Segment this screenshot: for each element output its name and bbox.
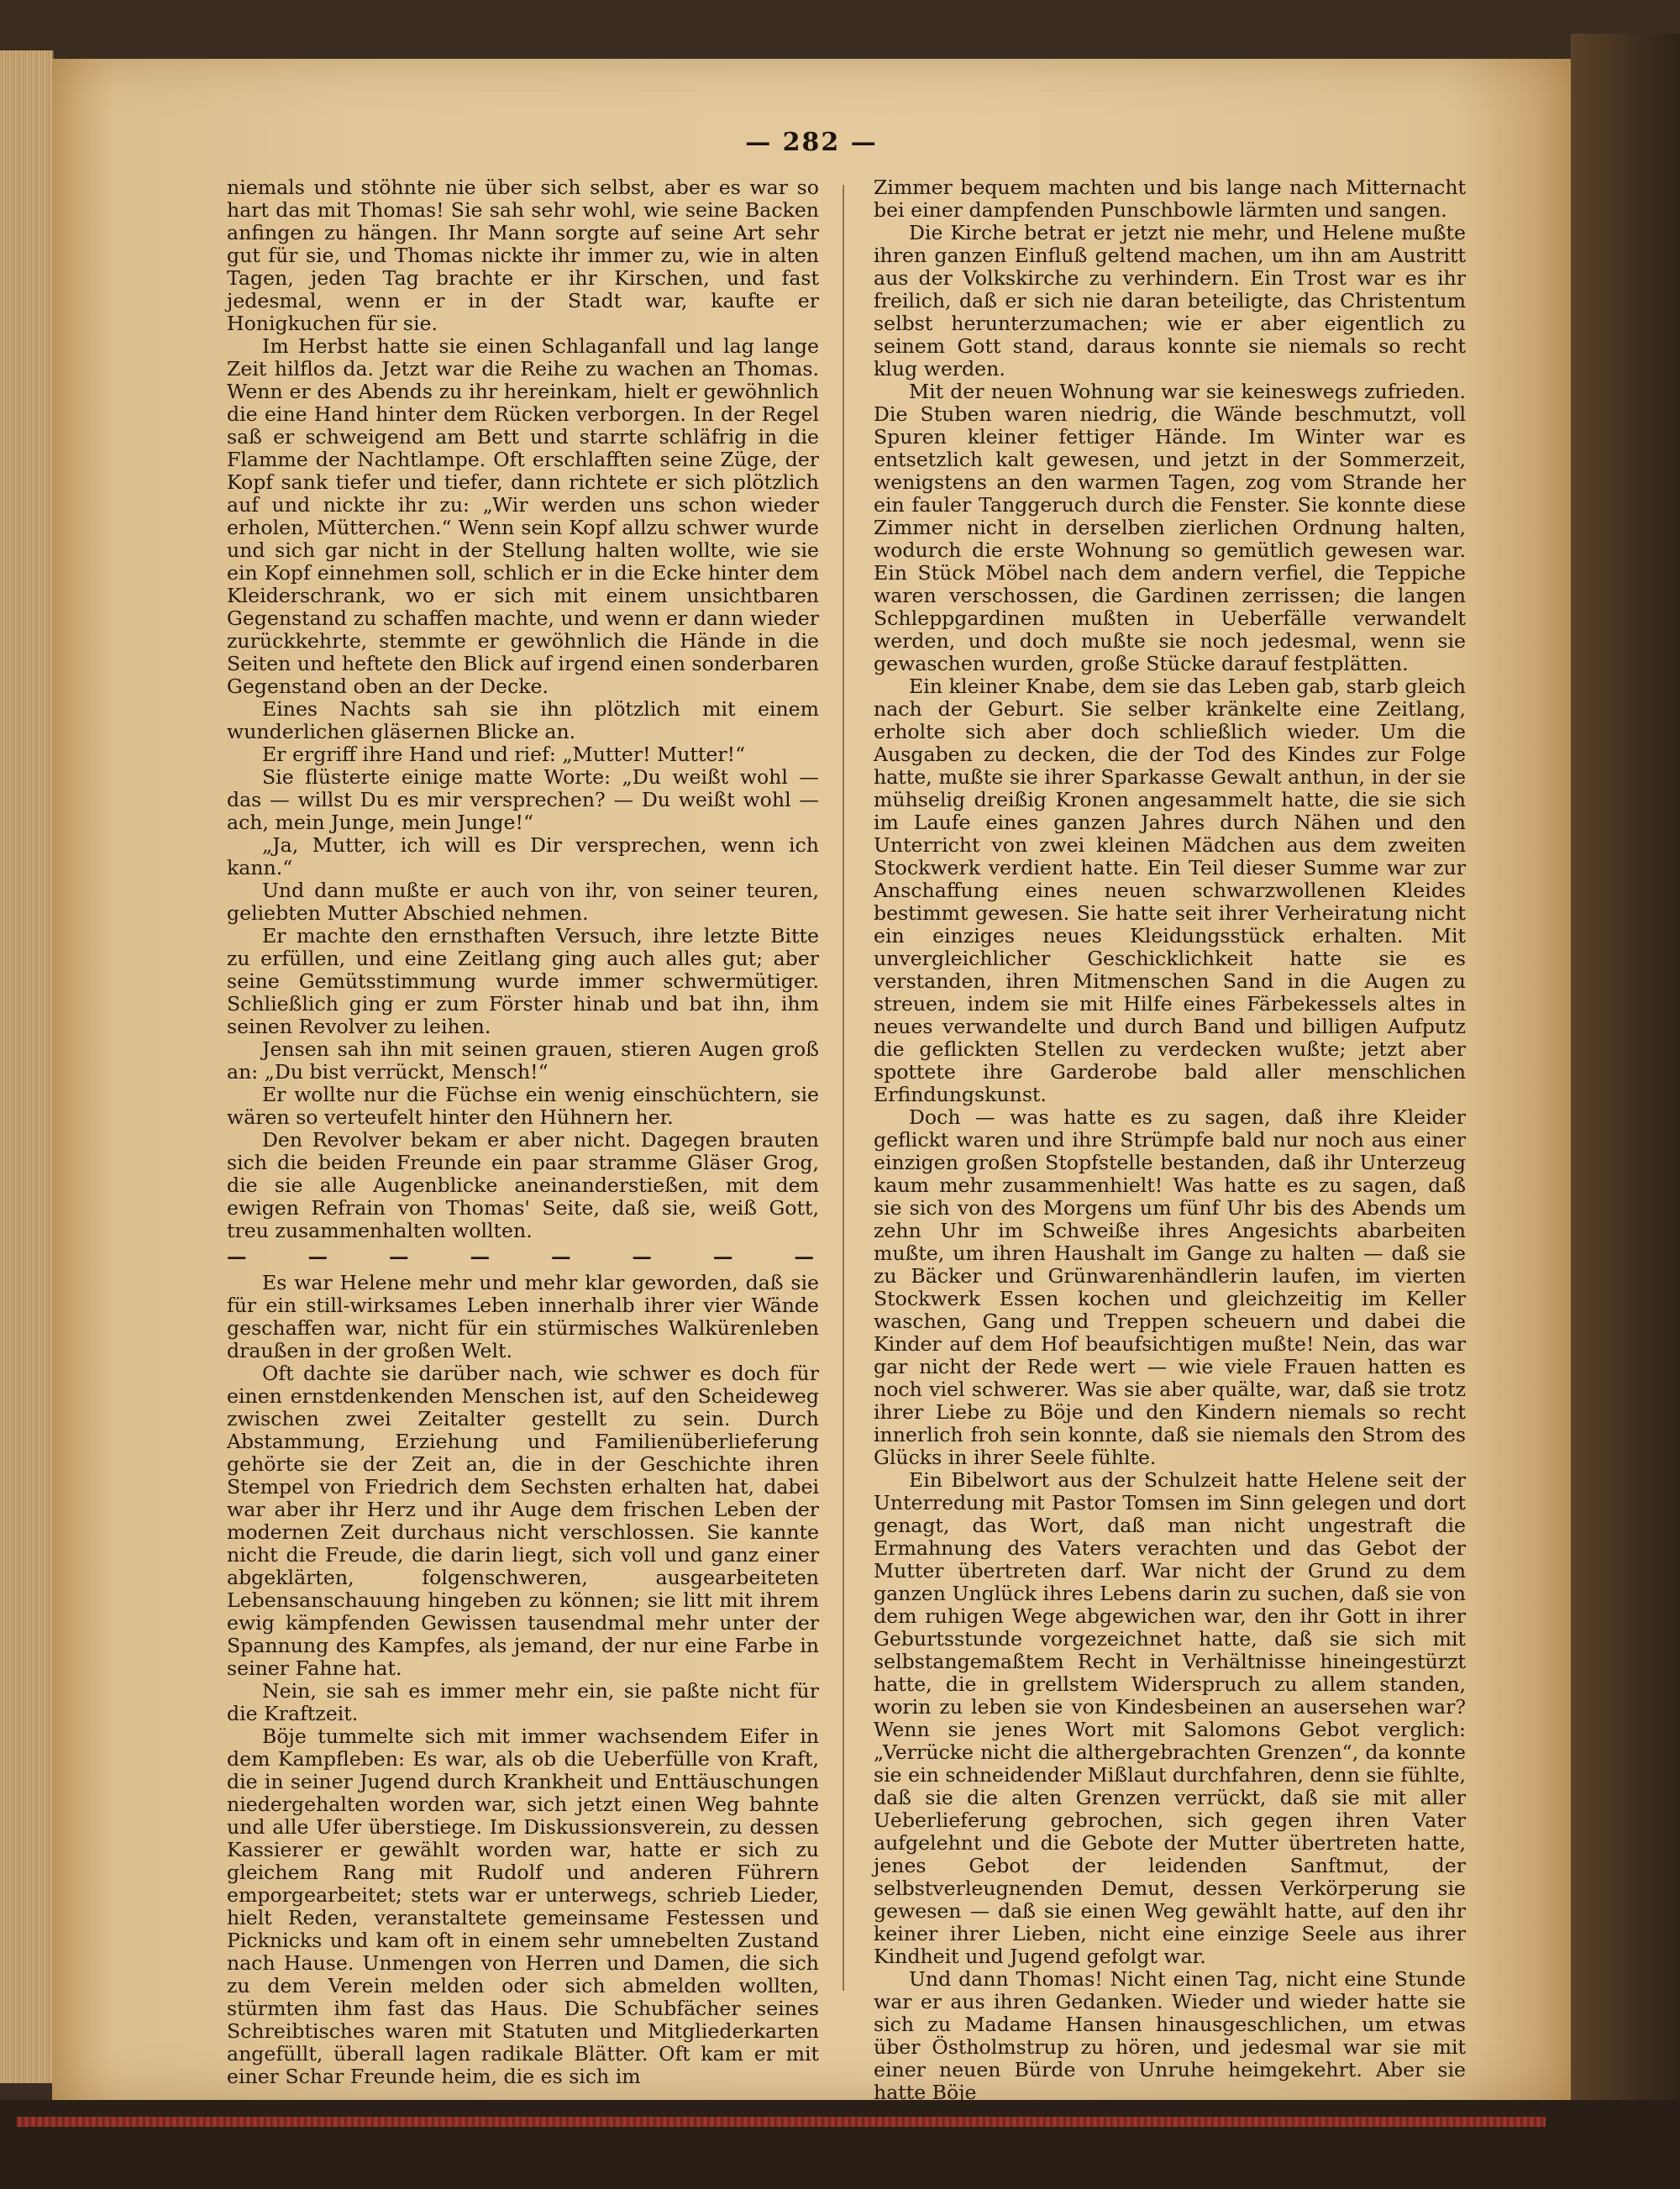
bottom-margin: [0, 2100, 1680, 2189]
separator-dash: —: [632, 1245, 653, 1268]
section-separator: [227, 1242, 819, 1272]
paragraph: Er wollte nur die Füchse ein wenig einschüchtern, sie wären so verteufelt hinter den Hühnern her.: [227, 1083, 819, 1129]
paragraph: Oft dachte sie darüber nach, wie schwer es doch für einen ernstdenkenden Menschen ist, auf den Scheideweg zwischen zwei Zeitalter gestellt zu sein. Durch Abstammung, Erziehung und Familienüberlieferung gehörte sie der Zeit an, die in der Geschichte ihren Stempel von Friedrich dem Sechsten erhalten hat, dabei war aber ihr Herz und ihr Auge dem frischen Leben der modernen Zeit durchaus nicht verschlossen. Sie kannte nicht die Freude, die darin liegt, sich voll und ganz einer abgeklärten, folgenschweren, ausgearbeiteten Lebensanschauung hingeben zu können; sie litt mit ihrem ewig kämpfenden Gewissen tausendmal mehr unter der Spannung des Kampfes, als jemand, der nur eine Farbe in seiner Fahne hat.: [227, 1362, 819, 1680]
paragraph: Sie flüsterte einige matte Worte: „Du weißt wohl — das — willst Du es mir versprechen? — Du weißt wohl — ach, mein Junge, mein Junge!“: [227, 765, 819, 834]
book-edge-strip: [17, 2117, 1546, 2127]
paragraph: „Ja, Mutter, ich will es Dir versprechen, wenn ich kann.“: [227, 833, 819, 879]
paragraph: Doch — was hatte es zu sagen, daß ihre Kleider geflickt waren und ihre Strümpfe bald nur noch aus einer einzigen großen Stopfstelle bestanden, daß ihr Unterzeug kaum mehr zusammenhielt! Was hatte es zu sagen, daß sie sich von des Morgens um fünf Uhr bis des Abends um zehn Uhr im Schweiße ihres Angesichts abarbeiten mußte, um ihren Haushalt im Gange zu halten — daß sie zu Bäcker und Grünwarenhändlerin laufen, im vierten Stockwerk Essen kochen und gleichzeitig im Keller waschen, Gang und Treppen scheuern und dabei die Kinder auf dem Hof beaufsichtigen mußte! Nein, das war gar nicht der Rede wert — wie viele Frauen hatten es noch viel schwerer. Was sie aber quälte, war, daß sie trotz ihrer Liebe zu Böje und den Kindern niemals so recht innerlich froh sein konnte, daß sie niemals den Strom des Glücks in ihrer Seele fühlte.: [874, 1105, 1466, 1469]
paragraph: Die Kirche betrat er jetzt nie mehr, und Helene mußte ihren ganzen Einfluß geltend machen, um ihn am Austritt aus der Volkskirche zu verhindern. Ein Trost war es ihr freilich, daß er sich nie daran beteiligte, das Christentum selbst herunterzumachen; wie er aber eigentlich zu seinem Gott stand, daraus konnte sie niemals so recht klug werden.: [874, 221, 1466, 381]
separator-dash: —: [307, 1245, 328, 1268]
paragraph: Es war Helene mehr und mehr klar geworden, daß sie für ein still-wirksames Leben innerhalb ihrer vier Wände geschaffen war, nicht für ein stürmisches Walkürenleben draußen in der großen Welt.: [227, 1271, 819, 1362]
paragraph: Und dann mußte er auch von ihr, von seiner teuren, geliebten Mutter Abschied nehmen.: [227, 879, 819, 925]
paragraph: Nein, sie sah es immer mehr ein, sie paßte nicht für die Kraftzeit.: [227, 1679, 819, 1725]
book-page-edges: [0, 50, 54, 2083]
separator-dash: —: [227, 1245, 247, 1268]
paragraph: Und dann Thomas! Nicht einen Tag, nicht eine Stunde war er aus ihren Gedanken. Wieder und wieder hatte sie sich zu Madame Hansen hinausgeschlichen, um etwas über Östholmstrup zu hören, und jedesmal war sie mit einer neuen Bürde von Unruhe heimgekehrt. Aber sie hatte Böje: [874, 1967, 1466, 2104]
page-number: — 282 —: [745, 128, 878, 157]
paragraph: Im Herbst hatte sie einen Schlaganfall und lag lange Zeit hilflos da. Jetzt war die Reihe zu wachen an Thomas. Wenn er des Abends zu ihr hereinkam, hielt er gewöhnlich die eine Hand hinter dem Rücken verborgen. In der Regel saß er schweigend am Bett und starrte schläfrig in die Flamme der Nachtlampe. Oft erschlafften seine Züge, der Kopf sank tiefer und tiefer, dann richtete er sich plötzlich auf und nickte ihr zu: „Wir werden uns schon wieder erholen, Mütterchen.“ Wenn sein Kopf allzu schwer wurde und sich gar nicht in der Stellung halten wollte, wie sie ein Kopf einnehmen soll, schlich er in die Ecke hinter dem Kleiderschrank, wo er sich mit einem unsichtbaren Gegenstand zu schaffen machte, und wenn er dann wieder zurückkehrte, stemmte er gewöhnlich die Hände in die Seiten und heftete den Blick auf irgend einen sonderbaren Gegenstand oben an der Decke.: [227, 334, 819, 698]
paragraph: Den Revolver bekam er aber nicht. Dagegen brauten sich die beiden Freunde ein paar stramme Gläser Grog, die sie alle Augenblicke aneinanderstießen, mit dem ewigen Refrain von Thomas' Seite, daß sie, weiß Gott, treu zusammenhalten wollten.: [227, 1128, 819, 1242]
paragraph: Böje tummelte sich mit immer wachsendem Eifer in dem Kampfleben: Es war, als ob die Ueberfülle von Kraft, die in seiner Jugend durch Krankheit und Enttäuschungen niedergehalten worden war, sich jetzt einen Weg bahnte und alle Ufer überstiege. Im Diskussionsverein, zu dessen Kassierer er gewählt worden war, hatte er sich zu gleichem Rang mit Rudolf und anderen Führern emporgearbeitet; stets war er unterwegs, schrieb Lieder, hielt Reden, veranstaltete gemeinsame Festessen und Picknicks und kam oft in einem sehr umnebelten Zustand nach Hause. Unmengen von Herren und Damen, die sich zu dem Verein melden oder sich abmelden wollten, stürmten ihm fast das Haus. Die Schubfächer seines Schreibtisches waren mit Statuten und Mitgliederkarten angefüllt, überall lagen radikale Blätter. Oft kam er mit einer Schar Freunde heim, die es sich im: [227, 1724, 819, 2088]
separator-dash: —: [712, 1245, 733, 1268]
paragraph: Er ergriff ihre Hand und rief: „Mutter! Mutter!“: [262, 743, 746, 766]
right-column: [874, 176, 1467, 2104]
paragraph: Ein Bibelwort aus der Schulzeit hatte Helene seit der Unterredung mit Pastor Tomsen im Sinn gelegen und dort genagt, das Wort, daß man nicht ungestraft die Ermahnung des Vaters verachten und das Gebot der Mutter übertreten darf. War nicht der Grund zu dem ganzen Unglück ihres Lebens darin zu suchen, daß sie von dem ruhigen Wege abgewichen war, den ihr Gott in ihrer Geburtsstunde vorgezeichnet hatte, daß sie sich mit selbstangemaßtem Recht in Verhältnisse hineingestürzt hatte, die in grellstem Widerspruch zu allem standen, worin zu leben sie von Kindesbeinen an ausersehen war? Wenn sie jenes Wort mit Salomons Gebot verglich: „Verrücke nicht die althergebrachten Grenzen“, da konnte sie ein schneidender Mißlaut durchfahren, denn sie fühlte, daß sie die alten Grenzen verrückt, daß sie mit aller Ueberlieferung gebrochen, sich gegen ihren Vater aufgelehnt und die Gebote der Mutter übertreten hatte, jenes Gebot der leidenden Sanftmut, der selbstverleugnenden Demut, dessen Verkörperung sie gewesen — daß sie einen Weg gewählt hatte, auf den ihr keiner ihrer Lieben, nicht eine einzige Seele aus ihrer Kindheit und Jugend gefolgt war.: [874, 1468, 1467, 1968]
left-column: [227, 176, 819, 2088]
paragraph: Er machte den ernsthaften Versuch, ihre letzte Bitte zu erfüllen, und eine Zeitlang ging auch alles gut; aber seine Gemütsstimmung wurde immer schwermütiger. Schließlich ging er zum Förster hinab und bat ihn, ihm seinen Revolver zu leihen.: [227, 924, 819, 1038]
paragraph: Eines Nachts sah sie ihn plötzlich mit einem wunderlichen gläsernen Blicke an.: [227, 697, 819, 743]
separator-dash: —: [794, 1245, 814, 1268]
paragraph: Mit der neuen Wohnung war sie keineswegs zufrieden. Die Stuben waren niedrig, die Wände beschmutzt, voll Spuren kleiner fettiger Hände. Im Winter war es entsetzlich kalt gewesen, und jetzt in der Sommerzeit, wenigstens an den warmen Tagen, zog vom Strande her ein fauler Tanggeruch durch die Fenster. Sie konnte diese Zimmer nicht in derselben zierlichen Ordnung halten, wodurch die erste Wohnung so gemütlich gewesen war. Ein Stück Möbel nach dem andern verfiel, die Teppiche waren verschossen, die Gardinen zerrissen; die langen Schleppgardinen mußten in Ueberfälle verwandelt werden, und doch mußte sie noch jedesmal, wenn sie gewaschen wurden, große Stücke darauf festplätten.: [874, 380, 1466, 675]
separator-dash: —: [470, 1245, 491, 1268]
paragraph: Jensen sah ihn mit seinen grauen, stieren Augen groß an: „Du bist verrückt, Mensch!“: [227, 1037, 819, 1084]
right-margin-shadow: [1571, 34, 1680, 2189]
separator-dash: —: [550, 1245, 571, 1268]
paragraph: Ein kleiner Knabe, dem sie das Leben gab, starb gleich nach der Geburt. Sie selber kränkelte eine Zeitlang, erholte sich aber doch schließlich wieder. Um die Ausgaben zu decken, die der Tod des Kindes zur Folge hatte, mußte sie ihrer Sparkasse Gewalt anthun, in der sie mühselig dreißig Kronen angesammelt hatte, die sie sich im Laufe eines ganzen Jahres durch Nähen und den Unterricht von zwei kleinen Mädchen aus dem zweiten Stockwerk verdient hatte. Ein Teil dieser Summe war zur Anschaffung eines neuen schwarzwollenen Kleides bestimmt gewesen. Sie hatte seit ihrer Verheiratung nicht ein einziges neues Kleidungsstück erhalten. Mit unvergleichlicher Geschicklichkeit hatte sie es verstanden, ihren Mitmenschen Sand in die Augen zu streuen, indem sie mit Hilfe eines Färbekessels altes in neues verwandelte und durch Band und billigen Aufputz die geflickten Stellen zu verdecken wußte; jetzt aber spottete ihre Garderobe bald aller menschlichen Erfindungskunst.: [874, 675, 1466, 1106]
paragraph: niemals und stöhnte nie über sich selbst, aber es war so hart das mit Thomas! Sie sah sehr wohl, wie seine Backen anfingen zu hängen. Ihr Mann sorgte auf seine Art sehr gut für sie, und Thomas nickte ihr immer zu, wie in alten Tagen, jeden Tag brachte er ihr Kirschen, und fast jedesmal, wenn er in der Stadt war, kaufte er Honigkuchen für sie.: [227, 176, 819, 335]
column-divider: [843, 185, 844, 1991]
separator-dash: —: [388, 1245, 409, 1268]
paragraph: Zimmer bequem machten und bis lange nach Mitternacht bei einer dampfenden Punschbowle lärmten und sangen.: [874, 176, 1466, 222]
